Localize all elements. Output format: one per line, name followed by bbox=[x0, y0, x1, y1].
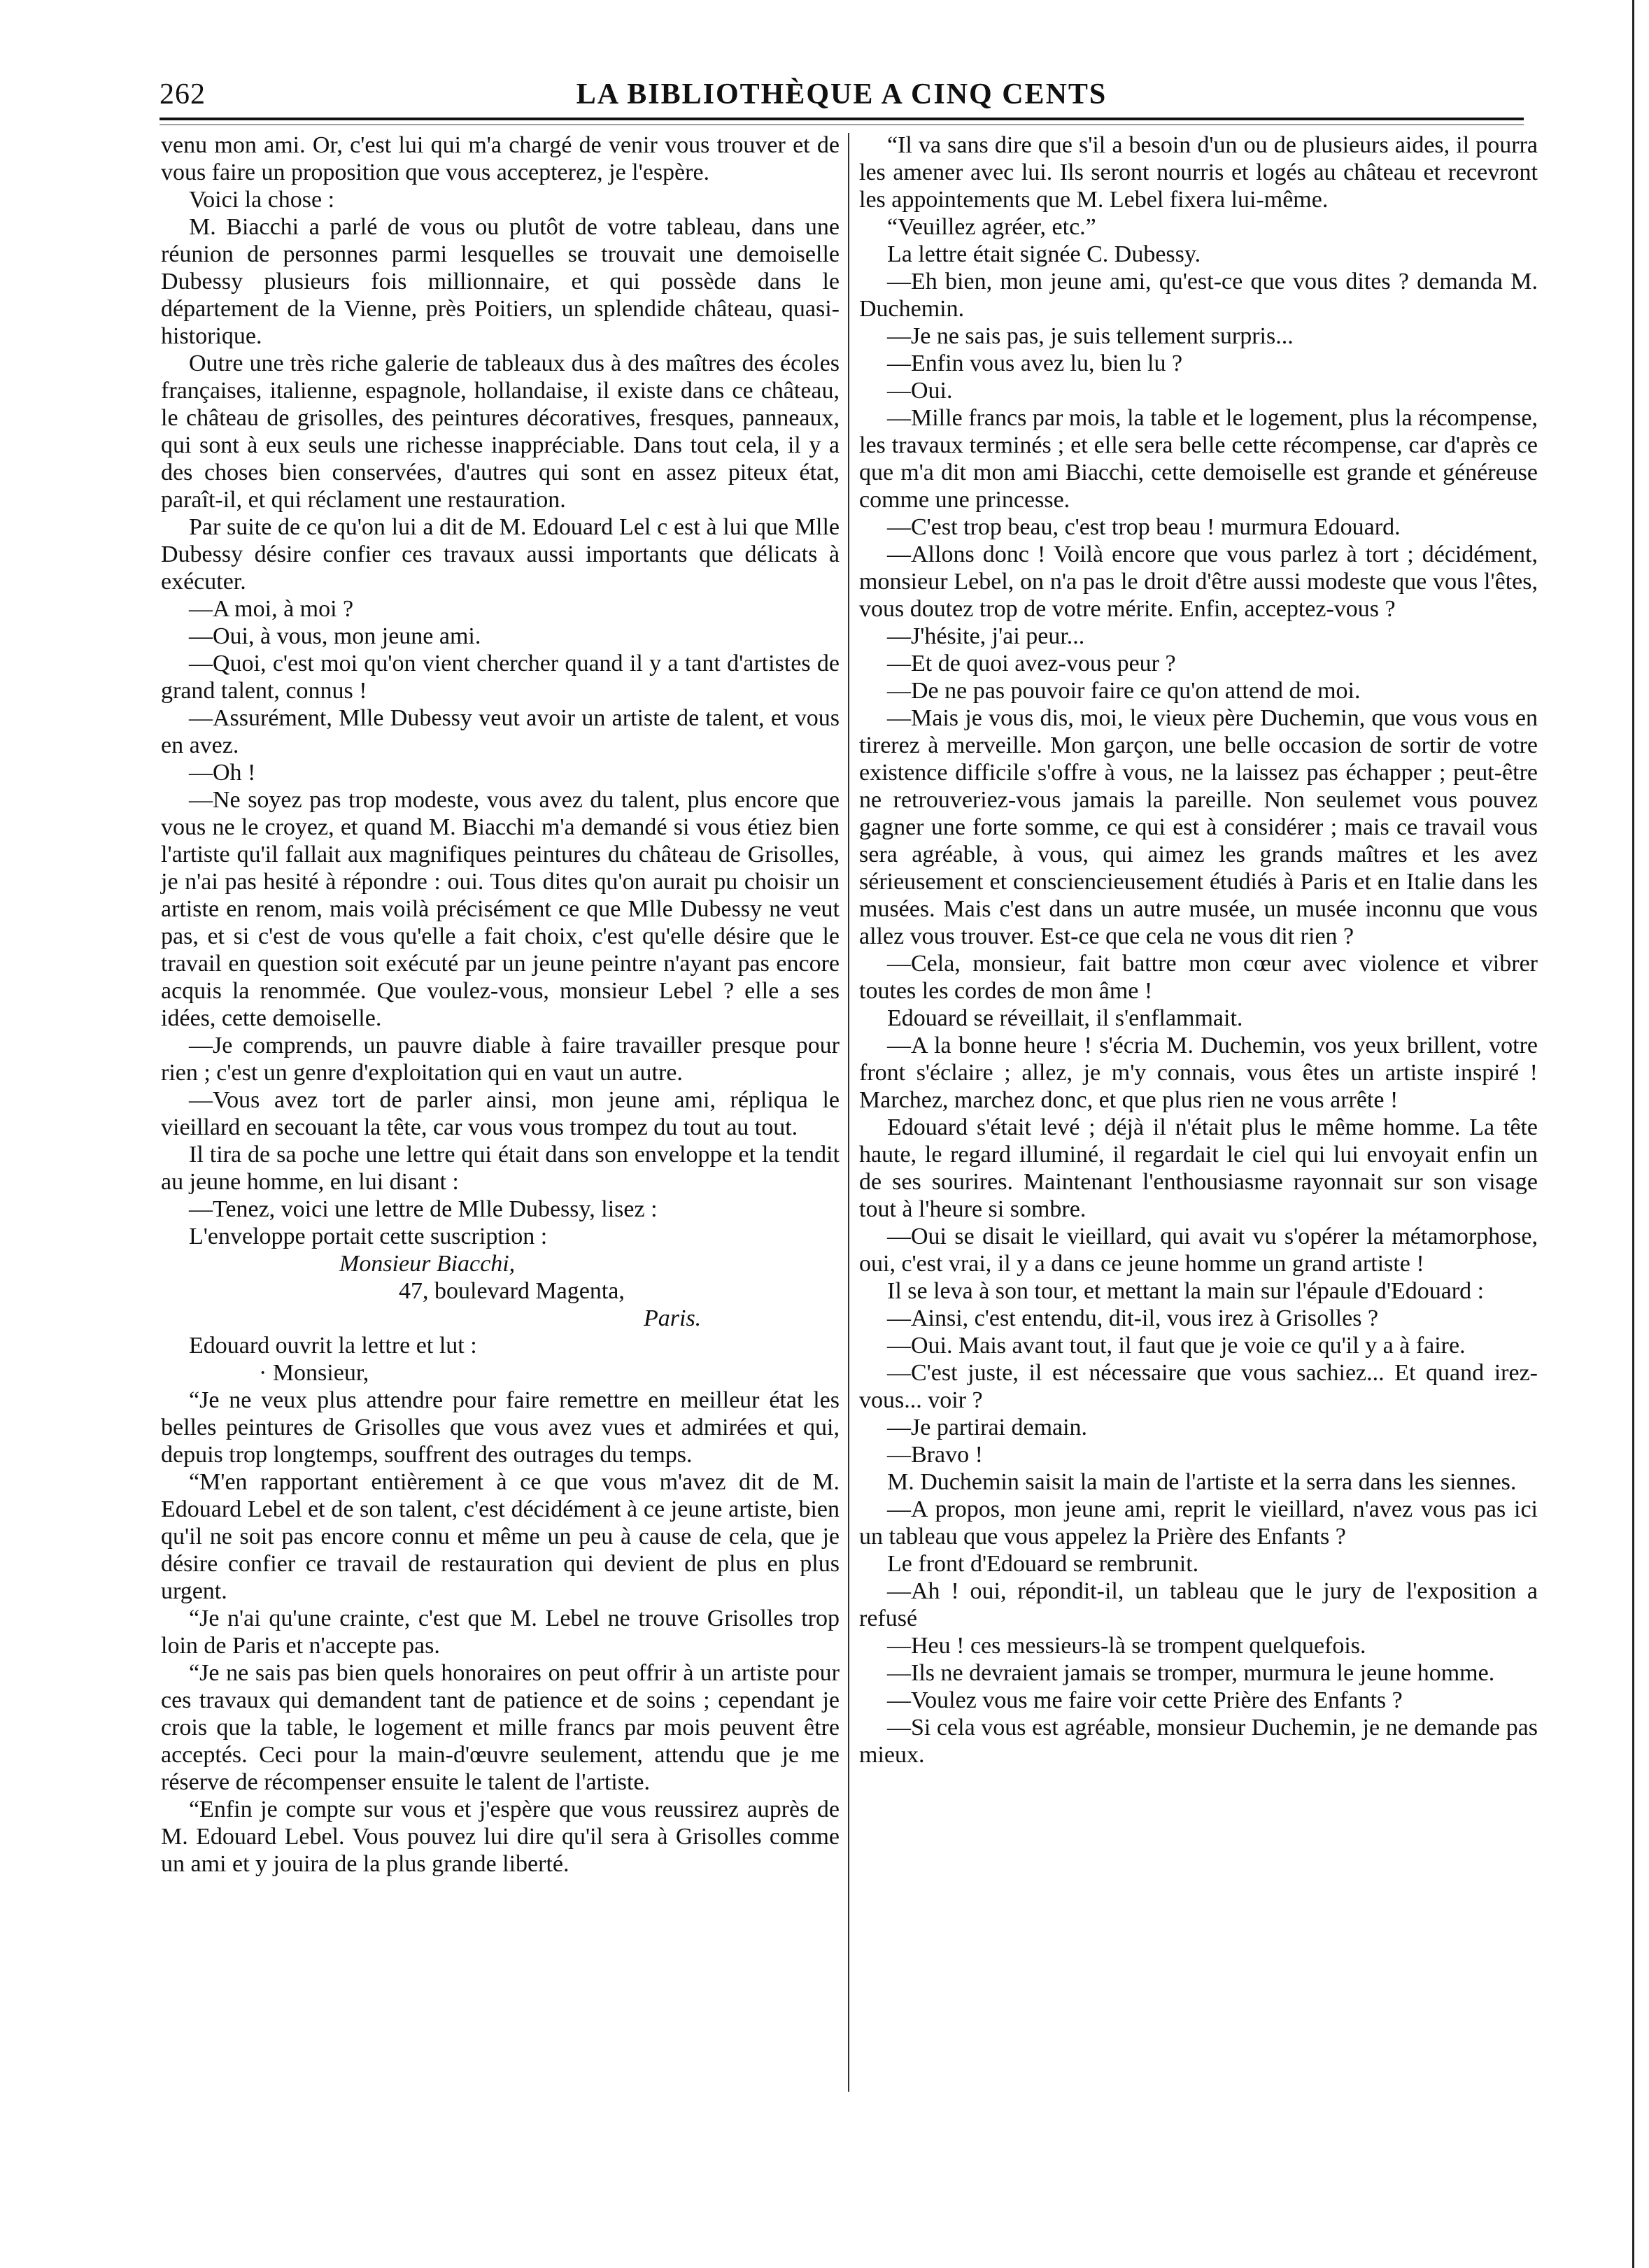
paragraph: —Cela, monsieur, fait battre mon cœur avec violence et vibrer toutes les cordes de mon âme ! bbox=[859, 951, 1538, 1004]
paragraph: —Mille francs par mois, la table et le logement, plus la récompense, les travaux terminés ; et elle sera belle cette récompense, car d'après ce que m'a dit mon ami Biacchi, cette demoiselle est grande et généreuse comme une princesse. bbox=[859, 405, 1538, 513]
letter-paragraph: “Je ne veux plus attendre pour faire remettre en meilleur état les belles peintures de Grisolles que vous avez vues et admirées et qui, depuis trop longtemps, souffrent des outrages du temps. bbox=[161, 1387, 840, 1468]
paragraph: Edouard ouvrit la lettre et lut : bbox=[189, 1333, 477, 1359]
paragraph: —J'hésite, j'ai peur... bbox=[887, 623, 1085, 649]
paragraph: Par suite de ce qu'on lui a dit de M. Edouard Lel c est à lui que Mlle Dubessy désire confier ces travaux aussi importants que délicats à exécuter. bbox=[161, 514, 840, 595]
paragraph: venu mon ami. Or, c'est lui qui m'a chargé de venir vous trouver et de vous faire un proposition que vous accepterez, je l'espère. bbox=[161, 132, 840, 185]
address-street: 47, boulevard Magenta, bbox=[399, 1278, 625, 1304]
letter-salutation: · Monsieur, bbox=[259, 1360, 369, 1386]
paragraph: —C'est trop beau, c'est trop beau ! murmura Edouard. bbox=[887, 514, 1401, 540]
paragraph: —Mais je vous dis, moi, le vieux père Duchemin, que vous vous en tirerez à merveille. Mon garçon, une belle occasion de sortir de votre existence difficile s'offre à vous, ne la laissez pas échapper ; peut-être ne retrouveriez-vous jamais la pareille. Non seulemet vous pouvez gagner une forte somme, ce qui est à considérer ; mais ce travail vous sera agréable, à vous, qui aimez les grands maîtres et les avez sérieusement et consciencieusement étudiés à Paris et en Italie dans les musées. Mais c'est dans un autre musée, un musée inconnu que vous allez vous trouver. Est-ce que cela ne vous dit rien ? bbox=[859, 705, 1538, 949]
paragraph: —Et de quoi avez-vous peur ? bbox=[887, 651, 1176, 676]
paragraph: —Tenez, voici une lettre de Mlle Dubessy, lisez : bbox=[189, 1196, 658, 1222]
paragraph: —Eh bien, mon jeune ami, qu'est-ce que vous dites ? demanda M. Duchemin. bbox=[859, 269, 1538, 322]
right-column bbox=[859, 132, 1538, 1769]
paragraph: Edouard se réveillait, il s'enflammait. bbox=[887, 1005, 1243, 1031]
paragraph: —Voulez vous me faire voir cette Prière des Enfants ? bbox=[887, 1687, 1403, 1713]
letter-paragraph: “Je ne sais pas bien quels honoraires on peut offrir à un artiste pour ces travaux qui demandent tant de patience et de soins ; cependant je crois que la table, le logement et mille francs par mois peuvent être acceptés. Ceci pour la main-d'œuvre seulement, attendu que je me réserve de récompenser ensuite le talent de l'artiste. bbox=[161, 1660, 840, 1795]
paragraph: —Allons donc ! Voilà encore que vous parlez à tort ; décidément, monsieur Lebel, on n'a pas le droit d'être aussi modeste que vous l'êtes, vous doutez trop de votre mérite. Enfin, acceptez-vous ? bbox=[859, 541, 1538, 622]
paragraph: Le front d'Edouard se rembrunit. bbox=[887, 1551, 1199, 1577]
letter-paragraph: “Il va sans dire que s'il a besoin d'un ou de plusieurs aides, il pourra les amener avec lui. Ils seront nourris et logés au château et recevront les appointements que M. Lebel fixera lui-même. bbox=[859, 132, 1538, 213]
paragraph: —Oui se disait le vieillard, qui avait vu s'opérer la métamorphose, oui, c'est vrai, il y a dans ce jeune homme un grand artiste ! bbox=[859, 1224, 1538, 1277]
paragraph: —A la bonne heure ! s'écria M. Duchemin, vos yeux brillent, votre front s'éclaire ; allez, je m'y connais, vous êtes un artiste inspiré ! Marchez, marchez donc, et que plus rien ne vous arrête ! bbox=[859, 1033, 1538, 1113]
paragraph: —Oui. bbox=[887, 378, 953, 404]
paragraph: Il tira de sa poche une lettre qui était dans son enveloppe et la tendit au jeune homme, en lui disant : bbox=[161, 1142, 840, 1195]
paragraph: —Enfin vous avez lu, bien lu ? bbox=[887, 350, 1183, 376]
paragraph: Edouard s'était levé ; déjà il n'était plus le même homme. La tête haute, le regard illuminé, il regardait le ciel qui lui envoyait enfin un de ses sourires. Maintenant l'enthousiasme rayonnait sur son visage tout à l'heure si sombre. bbox=[859, 1114, 1538, 1222]
letter-paragraph: “Veuillez agréer, etc.” bbox=[887, 214, 1096, 240]
paragraph: —Vous avez tort de parler ainsi, mon jeune ami, répliqua le vieillard en secouant la tête, car vous vous trompez du tout au tout. bbox=[161, 1087, 840, 1140]
paragraph: —Ils ne devraient jamais se tromper, murmura le jeune homme. bbox=[887, 1660, 1495, 1686]
paragraph: M. Biacchi a parlé de vous ou plutôt de votre tableau, dans une réunion de personnes parmi lesquelles se trouvait une demoiselle Dubessy plusieurs fois millionnaire, et qui possède dans le département de la Vienne, près Poitiers, un splendide château, quasi- historique. bbox=[161, 214, 840, 349]
paragraph: —De ne pas pouvoir faire ce qu'on attend de moi. bbox=[887, 678, 1361, 704]
paragraph: L'enveloppe portait cette suscription : bbox=[189, 1224, 548, 1249]
left-column bbox=[161, 132, 840, 1878]
paragraph: —Oui. Mais avant tout, il faut que je voie ce qu'il y a à faire. bbox=[887, 1333, 1466, 1359]
paragraph: La lettre était signée C. Dubessy. bbox=[887, 241, 1201, 267]
letter-paragraph: “Je n'ai qu'une crainte, c'est que M. Lebel ne trouve Grisolles trop loin de Paris et n'accepte pas. bbox=[161, 1606, 840, 1659]
header-rule-thick bbox=[160, 118, 1524, 120]
paragraph: —Quoi, c'est moi qu'on vient chercher quand il y a tant d'artistes de grand talent, connus ! bbox=[161, 651, 840, 704]
paragraph: —Ainsi, c'est entendu, dit-il, vous irez à Grisolles ? bbox=[887, 1305, 1379, 1331]
page-edge-line bbox=[1632, 0, 1634, 2268]
paragraph: Il se leva à son tour, et mettant la main sur l'épaule d'Edouard : bbox=[887, 1278, 1485, 1304]
paragraph: —Je partirai demain. bbox=[887, 1415, 1088, 1440]
paragraph: —Oh ! bbox=[189, 760, 256, 786]
paragraph: —A propos, mon jeune ami, reprit le vieillard, n'avez vous pas ici un tableau que vous appelez la Prière des Enfants ? bbox=[859, 1496, 1538, 1550]
paragraph: —Bravo ! bbox=[887, 1442, 983, 1468]
paragraph: Voici la chose : bbox=[189, 187, 335, 213]
paragraph: Outre une très riche galerie de tableaux dus à des maîtres des écoles françaises, italienne, espagnole, hollandaise, il existe dans ce château, le château de grisolles, des peintures décoratives, fresques, panneaux, qui sont à eux seuls une richesse inappréciable. Dans tout cela, il y a des choses bien conservées, d'autres qui sont en assez piteux état, paraît-il, et qui réclament une restauration. bbox=[161, 350, 840, 513]
paragraph: —Oui, à vous, mon jeune ami. bbox=[189, 623, 481, 649]
paragraph: —Ah ! oui, répondit-il, un tableau que le jury de l'exposition a refusé bbox=[859, 1578, 1538, 1631]
paragraph: —C'est juste, il est nécessaire que vous sachiez... Et quand irez-vous... voir ? bbox=[859, 1360, 1538, 1413]
running-title: LA BIBLIOTHÈQUE A CINQ CENTS bbox=[576, 78, 1107, 111]
letter-paragraph: “Enfin je compte sur vous et j'espère que vous reussirez auprès de M. Edouard Lebel. Vous pouvez lui dire qu'il sera à Grisolles comme un ami et y jouira de la plus grande liberté. bbox=[161, 1796, 840, 1877]
paragraph: —Si cela vous est agréable, monsieur Duchemin, je ne demande pas mieux. bbox=[859, 1715, 1538, 1768]
column-divider bbox=[848, 133, 849, 2092]
page-header bbox=[160, 77, 1524, 118]
paragraph: —Je ne sais pas, je suis tellement surpris... bbox=[887, 323, 1294, 349]
paragraph: —Je comprends, un pauvre diable à faire travailler presque pour rien ; c'est un genre d'exploitation qui en vaut un autre. bbox=[161, 1033, 840, 1086]
paragraph: —Ne soyez pas trop modeste, vous avez du talent, plus encore que vous ne le croyez, et quand M. Biacchi m'a demandé si vous étiez bien l'artiste qu'il fallait aux magnifiques peintures du château de Grisolles, je n'ai pas hesité à répondre : oui. Tous dites qu'on aurait pu choisir un artiste en renom, mais voilà précisément ce que Mlle Dubessy ne veut pas, et si c'est de vous qu'elle a fait choix, c'est qu'elle désire que le travail en question soit exécuté par un jeune peintre n'ayant pas encore acquis la renommée. Que voulez-vous, monsieur Lebel ? elle a ses idées, cette demoiselle. bbox=[161, 787, 840, 1031]
address-name: Monsieur Biacchi, bbox=[339, 1251, 516, 1277]
paragraph: —Assurément, Mlle Dubessy veut avoir un artiste de talent, et vous en avez. bbox=[161, 705, 840, 758]
address-city: Paris. bbox=[644, 1305, 702, 1331]
paragraph: M. Duchemin saisit la main de l'artiste et la serra dans les siennes. bbox=[887, 1469, 1517, 1495]
letter-paragraph: “M'en rapportant entièrement à ce que vous m'avez dit de M. Edouard Lebel et de son talent, c'est décidément à ce jeune artiste, bien qu'il ne soit pas encore connu et même un peu à cause de cela, que je désire confier ce travail de restauration qui devient de plus en plus urgent. bbox=[161, 1469, 840, 1604]
paragraph: —Heu ! ces messieurs-là se trompent quelquefois. bbox=[887, 1633, 1366, 1659]
page-number: 262 bbox=[160, 78, 206, 111]
paragraph: —A moi, à moi ? bbox=[189, 596, 354, 622]
